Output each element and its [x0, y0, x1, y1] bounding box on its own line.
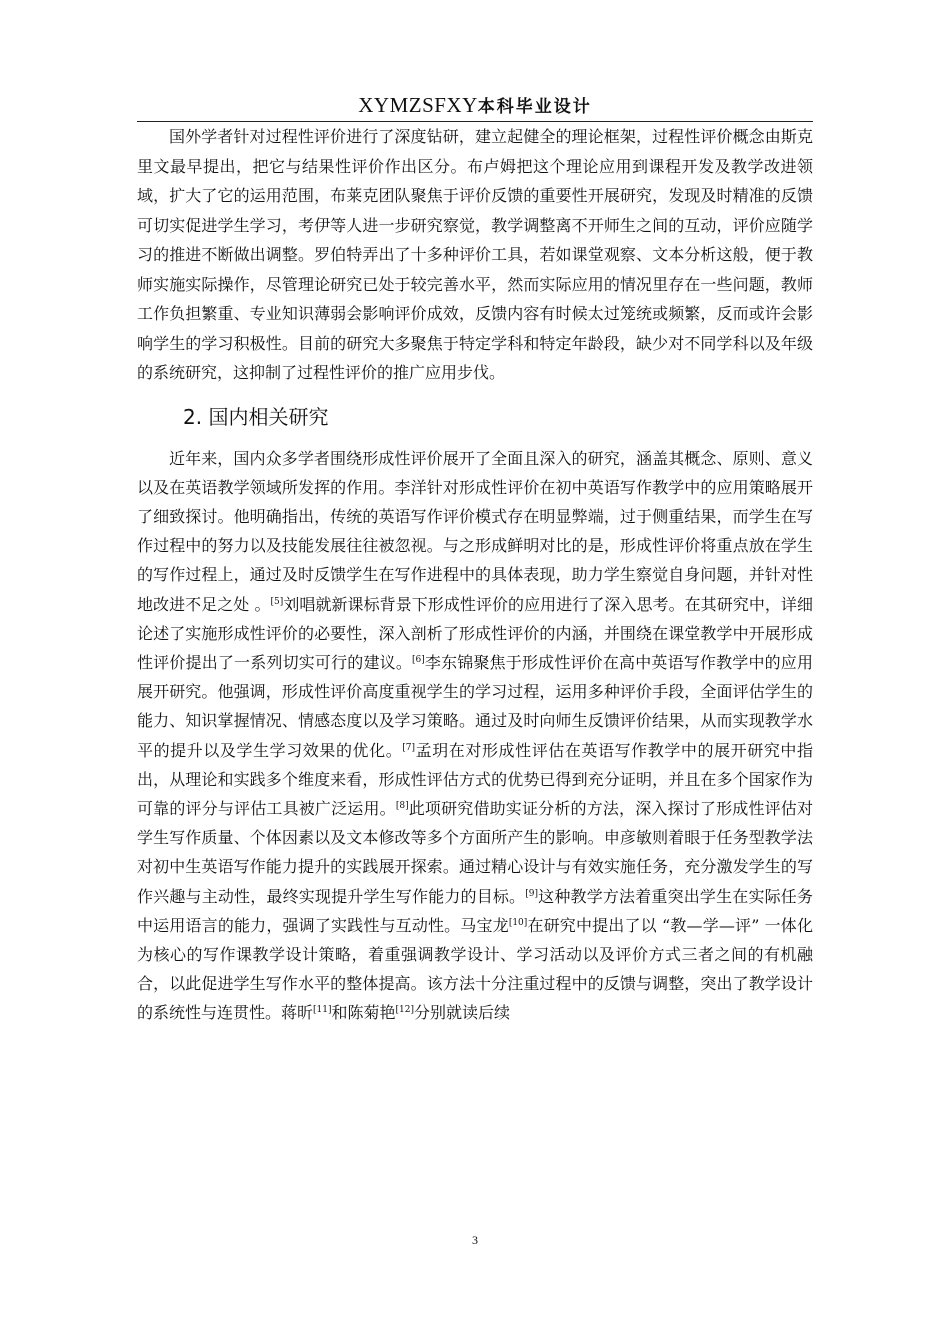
text-run: 和陈菊艳 — [331, 1003, 396, 1023]
text-run: 在研究中提出了以 “教—学—评” 一体化为核心的写作课教学设计策略，着重强调教学设计、学习活动以及评价方式三者之间的有机融合，以此促进学生写作水平的整体提高。该方法十分注重过程中的反馈与调整，突出了教学设计的系统性与连贯性。蒋昕 — [137, 915, 813, 1023]
page-header — [137, 92, 813, 120]
citation-9: [9] — [525, 888, 538, 899]
text-run: 这种教学方法着重突出学生在实际任务中运用语言的能力，强调了实践性与互动性。马宝龙 — [137, 886, 813, 935]
text-run: 孟玥在对形成性评估在英语写作教学中的展开研究中指出，从理论和实践多个维度来看，形成性评估方式的优势已得到充分证明，并且在多个国家作为可靠的评分与评估工具被广泛运用。 — [137, 740, 813, 818]
citation-11: [11] — [313, 1005, 332, 1016]
paragraph-foreign-research: 国外学者针对过程性评价进行了深度钻研，建立起健全的理论框架，过程性评价概念由斯克里文最早提出，把它与结果性评价作出区分。布卢姆把这个理论应用到课程开发及教学改进领域，扩大了它的运用范围，布莱克团队聚焦于评价反馈的重要性开展研究，发现及时精准的反馈可切实促进学生学习，考伊等人进一步研究察觉，教学调整离不开师生之间的互动，评价应随学习的推进不断做出调整。罗伯特弄出了十多种评价工具，若如课堂观察、文本分析这般，便于教师实施实际操作，尽管理论研究已处于较完善水平，然而实际应用的情况里存在一些问题，教师工作负担繁重、专业知识薄弱会影响评价成效，反馈内容有时候太过笼统或频繁，反而或许会影响学生的学习积极性。目前的研究大多聚焦于特定学科和特定年龄段，缺少对不同学科以及年级的系统研究，这抑制了过程性评价的推广应用步伐。 — [137, 127, 813, 382]
citation-8: [8] — [395, 800, 409, 811]
citation-6: [6] — [412, 654, 425, 665]
section-heading: 2. 国内相关研究 — [183, 404, 329, 429]
text-run: 近年来，国内众多学者围绕形成性评价展开了全面且深入的研究，涵盖其概念、原则、意义以及在英语教学领域所发挥的作用。李洋针对形成性评价在初中英语写作教学中的应用策略展开了细致探讨。他明确指出，传统的英语写作评价模式存在明显弊端，过于侧重结果，而学生在写作过程中的努力以及技能发展往往被忽视。与之形成鲜明对比的是，形成性评价将重点放在学生的写作过程上，通过及时反馈学生在写作进程中的具体表现，助力学生察觉自身问题，并针对性地改进不足之处 。 — [137, 448, 813, 614]
page-number: 3 — [472, 1233, 478, 1247]
header-latin: XYMZSFXY — [358, 93, 478, 117]
text-run: 分别就读后续 — [414, 1003, 511, 1023]
citation-5: [5] — [270, 596, 284, 607]
citation-7: [7] — [402, 742, 416, 753]
text-run: 李东锦聚焦于形成性评价在高中英语写作教学中的应用展开研究。他强调，形成性评价高度重视学生的学习过程，运用多种评价手段，全面评估学生的能力、知识掌握情况、情感态度以及学习策略。通过及时向师生反馈评价结果，从而实现教学水平的提升以及学生学习效果的优化。 — [137, 652, 813, 760]
text-run: 此项研究借助实证分析的方法，深入探讨了形成性评估对学生写作质量、个体因素以及文本修改等多个方面所产生的影响。申彦敏则着眼于任务型教学法对初中生英语写作能力提升的实践展开探索。通过精心设计与有效实施任务，充分激发学生的写作兴趣与主动性，最终实现提升学生写作能力的目标。 — [137, 798, 813, 906]
text-run: 刘唱就新课标背景下形成性评价的应用进行了深入思考。在其研究中，详细论述了实施形成性评价的必要性，深入剖析了形成性评价的内涵，并围绕在课堂教学中开展形成性评价提出了一系列切实可行的建议。 — [137, 594, 813, 672]
citation-12: [12] — [395, 1005, 414, 1016]
header-title: 本科毕业设计 — [477, 97, 592, 117]
paragraph-domestic-research — [137, 444, 813, 1028]
citation-10: [10] — [508, 917, 528, 928]
document-body — [137, 122, 813, 1028]
